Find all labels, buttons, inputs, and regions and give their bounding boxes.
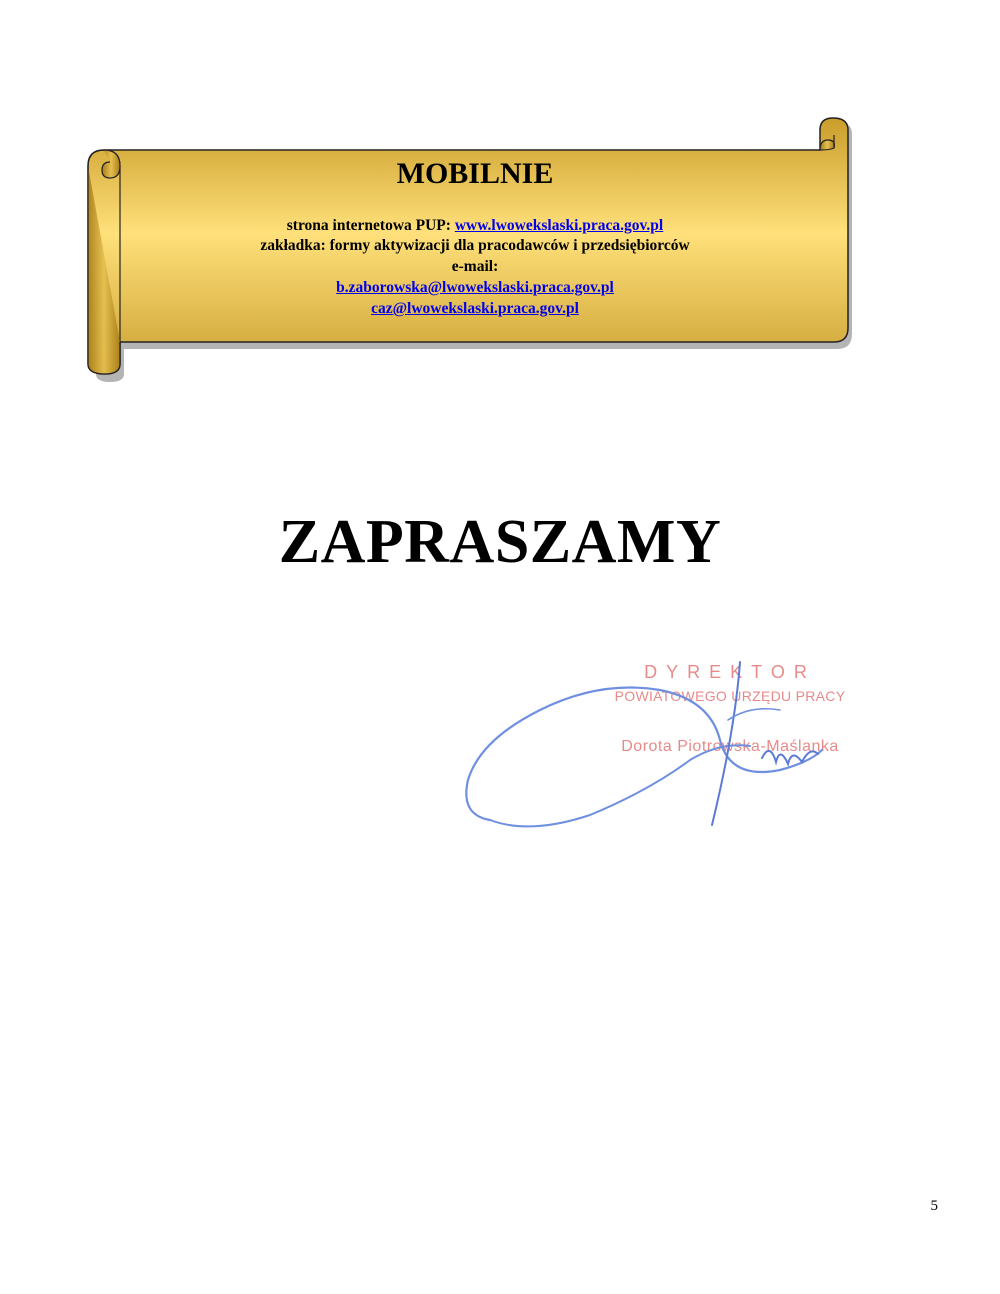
stamp-name: Dorota Piotrowska-Maślanka — [621, 738, 839, 755]
website-line — [110, 216, 840, 236]
page-number: 5 — [930, 1198, 938, 1214]
email-link-2[interactable]: caz@lwowekslaski.praca.gov.pl — [371, 300, 579, 317]
banner-title: MOBILNIE — [396, 157, 554, 190]
scroll-banner-graphic — [0, 0, 1000, 400]
email-label: e-mail: — [451, 258, 499, 275]
stamp-office: POWIATOWEGO URZĘDU PRACY — [614, 688, 846, 704]
invitation-heading: ZAPRASZAMY — [278, 508, 722, 576]
scroll-banner — [0, 0, 1000, 400]
website-prefix: strona internetowa PUP: — [286, 217, 455, 234]
handwritten-signature — [450, 650, 870, 840]
email-link-1[interactable]: b.zaborowska@lwowekslaski.praca.gov.pl — [336, 279, 614, 296]
email-line-2 — [110, 299, 840, 319]
stamp-title: DYREKTOR — [644, 662, 816, 682]
email-line-1 — [110, 278, 840, 298]
website-link[interactable]: www.lwowekslaski.praca.gov.pl — [454, 217, 664, 234]
tab-line: zakładka: formy aktywizacji dla pracodawców i przedsiębiorców — [260, 237, 690, 254]
